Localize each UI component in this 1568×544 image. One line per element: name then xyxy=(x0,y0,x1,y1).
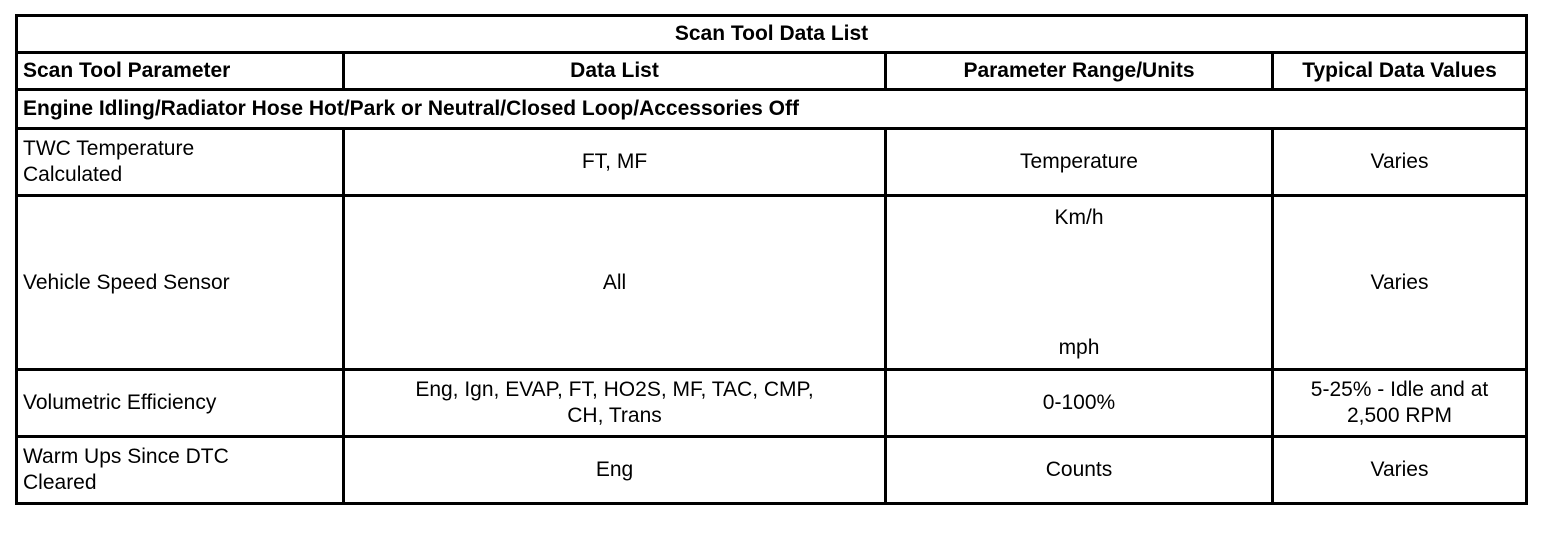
table-row xyxy=(17,196,1527,370)
header-parameter-range-units: Parameter Range/Units xyxy=(886,53,1273,90)
range-units-cell: Temperature xyxy=(886,129,1273,196)
scan-tool-sheet xyxy=(15,14,1528,505)
typical-line: 2,500 RPM xyxy=(1346,404,1453,427)
condition-row xyxy=(17,90,1527,129)
table-title-row xyxy=(17,16,1527,53)
data-list-cell: All xyxy=(344,196,886,370)
range-units-cell: 0-100% xyxy=(886,370,1273,437)
range-units-top: Km/h xyxy=(1054,205,1104,229)
parameter-line: Cleared xyxy=(23,471,97,494)
table-title: Scan Tool Data List xyxy=(17,16,1527,53)
typical-values-cell xyxy=(1273,370,1527,437)
operating-condition: Engine Idling/Radiator Hose Hot/Park or Neutral/Closed Loop/Accessories Off xyxy=(17,90,1527,129)
data-list-line: Eng, Ign, EVAP, FT, HO2S, MF, TAC, CMP, xyxy=(415,378,814,401)
range-units-cell: Counts xyxy=(886,437,1273,504)
typical-values-cell: Varies xyxy=(1273,129,1527,196)
data-list-line: CH, Trans xyxy=(567,404,662,427)
data-list-cell: FT, MF xyxy=(344,129,886,196)
typical-values-cell: Varies xyxy=(1273,437,1527,504)
parameter-cell xyxy=(17,437,344,504)
header-data-list: Data List xyxy=(344,53,886,90)
table-row xyxy=(17,129,1527,196)
parameter-line: Calculated xyxy=(23,163,123,186)
parameter-line: Warm Ups Since DTC xyxy=(23,445,229,468)
parameter-cell: Volumetric Efficiency xyxy=(17,370,344,437)
data-list-cell xyxy=(344,370,886,437)
header-typical-data-values: Typical Data Values xyxy=(1273,53,1527,90)
range-units-cell xyxy=(886,196,1273,370)
range-units-bottom: mph xyxy=(1058,335,1100,359)
header-scan-tool-parameter: Scan Tool Parameter xyxy=(17,53,344,90)
parameter-line: TWC Temperature xyxy=(23,137,195,160)
parameter-cell xyxy=(17,129,344,196)
parameter-cell: Vehicle Speed Sensor xyxy=(17,196,344,370)
data-list-cell: Eng xyxy=(344,437,886,504)
header-row xyxy=(17,53,1527,90)
table-row xyxy=(17,437,1527,504)
typical-values-cell: Varies xyxy=(1273,196,1527,370)
table-row xyxy=(17,370,1527,437)
scan-tool-data-table xyxy=(15,14,1528,505)
typical-line: 5-25% - Idle and at xyxy=(1310,378,1489,401)
